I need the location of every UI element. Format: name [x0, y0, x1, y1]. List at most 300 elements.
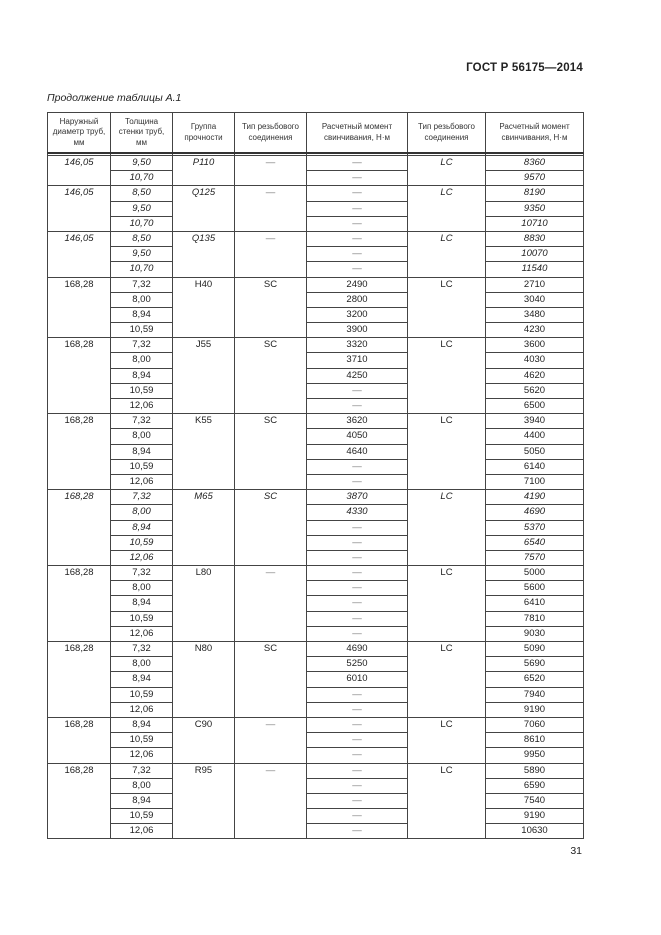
- cell-makeup-torque-lc: 9030: [486, 626, 584, 641]
- table-row: [48, 399, 584, 414]
- cell-outer-diameter: [48, 399, 111, 414]
- cell-wall-thickness: 10,59: [111, 809, 173, 824]
- cell-strength-group: H40: [173, 277, 235, 292]
- cell-makeup-torque-sc: —: [307, 383, 408, 398]
- table-row: [48, 733, 584, 748]
- cell-makeup-torque-sc: 4250: [307, 368, 408, 383]
- cell-connection-type-lc: [408, 672, 486, 687]
- cell-outer-diameter: [48, 429, 111, 444]
- cell-wall-thickness: 10,59: [111, 383, 173, 398]
- cell-outer-diameter: [48, 262, 111, 277]
- cell-makeup-torque-lc: 6140: [486, 459, 584, 474]
- cell-wall-thickness: 10,70: [111, 216, 173, 231]
- cell-makeup-torque-sc: —: [307, 459, 408, 474]
- cell-connection-type-lc: [408, 824, 486, 839]
- cell-makeup-torque-sc: —: [307, 262, 408, 277]
- table-row: [48, 642, 584, 657]
- cell-connection-type-lc: [408, 383, 486, 398]
- cell-makeup-torque-sc: —: [307, 748, 408, 763]
- cell-wall-thickness: 12,06: [111, 824, 173, 839]
- cell-makeup-torque-lc: 4620: [486, 368, 584, 383]
- table-row: [48, 626, 584, 641]
- cell-wall-thickness: 7,32: [111, 414, 173, 429]
- cell-makeup-torque-lc: 4030: [486, 353, 584, 368]
- cell-strength-group: M65: [173, 490, 235, 505]
- cell-wall-thickness: 8,50: [111, 186, 173, 201]
- cell-connection-type-sc: [235, 307, 307, 322]
- cell-connection-type-sc: SC: [235, 490, 307, 505]
- cell-outer-diameter: 168,28: [48, 642, 111, 657]
- cell-outer-diameter: 146,05: [48, 186, 111, 201]
- cell-connection-type-lc: LC: [408, 717, 486, 732]
- cell-connection-type-sc: SC: [235, 642, 307, 657]
- cell-connection-type-sc: [235, 399, 307, 414]
- cell-wall-thickness: 9,50: [111, 156, 173, 171]
- table-row: [48, 520, 584, 535]
- cell-outer-diameter: [48, 368, 111, 383]
- cell-connection-type-lc: [408, 657, 486, 672]
- cell-strength-group: [173, 596, 235, 611]
- cell-makeup-torque-sc: —: [307, 702, 408, 717]
- cell-strength-group: R95: [173, 763, 235, 778]
- cell-connection-type-sc: [235, 292, 307, 307]
- cell-makeup-torque-sc: 4690: [307, 642, 408, 657]
- table-row: [48, 581, 584, 596]
- cell-connection-type-sc: [235, 444, 307, 459]
- cell-makeup-torque-lc: 7060: [486, 717, 584, 732]
- cell-makeup-torque-lc: 2710: [486, 277, 584, 292]
- cell-connection-type-sc: [235, 626, 307, 641]
- cell-outer-diameter: [48, 581, 111, 596]
- cell-connection-type-sc: [235, 459, 307, 474]
- cell-makeup-torque-sc: —: [307, 763, 408, 778]
- cell-makeup-torque-lc: 9190: [486, 809, 584, 824]
- cell-connection-type-lc: [408, 733, 486, 748]
- cell-makeup-torque-sc: 4640: [307, 444, 408, 459]
- header-strength-group: Группа прочности: [173, 113, 235, 154]
- cell-wall-thickness: 12,06: [111, 626, 173, 641]
- cell-makeup-torque-lc: 6520: [486, 672, 584, 687]
- table-row: [48, 338, 584, 353]
- cell-connection-type-lc: LC: [408, 490, 486, 505]
- cell-connection-type-sc: [235, 216, 307, 231]
- cell-outer-diameter: [48, 353, 111, 368]
- cell-outer-diameter: [48, 307, 111, 322]
- cell-outer-diameter: [48, 383, 111, 398]
- cell-makeup-torque-lc: 4400: [486, 429, 584, 444]
- cell-makeup-torque-sc: —: [307, 809, 408, 824]
- cell-connection-type-lc: [408, 292, 486, 307]
- cell-wall-thickness: 8,94: [111, 368, 173, 383]
- cell-outer-diameter: 146,05: [48, 231, 111, 246]
- cell-strength-group: [173, 444, 235, 459]
- cell-makeup-torque-lc: 5690: [486, 657, 584, 672]
- cell-outer-diameter: [48, 748, 111, 763]
- cell-connection-type-sc: [235, 581, 307, 596]
- cell-makeup-torque-sc: 3870: [307, 490, 408, 505]
- cell-makeup-torque-lc: 11540: [486, 262, 584, 277]
- cell-connection-type-sc: —: [235, 717, 307, 732]
- cell-strength-group: [173, 292, 235, 307]
- cell-makeup-torque-sc: —: [307, 247, 408, 262]
- cell-connection-type-lc: [408, 444, 486, 459]
- cell-makeup-torque-sc: —: [307, 596, 408, 611]
- cell-connection-type-lc: [408, 307, 486, 322]
- table-row: [48, 216, 584, 231]
- table-row: [48, 672, 584, 687]
- cell-strength-group: [173, 581, 235, 596]
- table-row: [48, 231, 584, 246]
- cell-makeup-torque-sc: 6010: [307, 672, 408, 687]
- cell-connection-type-sc: [235, 824, 307, 839]
- cell-makeup-torque-lc: 9950: [486, 748, 584, 763]
- cell-wall-thickness: 7,32: [111, 277, 173, 292]
- cell-connection-type-sc: —: [235, 231, 307, 246]
- cell-makeup-torque-lc: 4190: [486, 490, 584, 505]
- cell-strength-group: [173, 824, 235, 839]
- table-row: [48, 429, 584, 444]
- cell-connection-type-lc: [408, 748, 486, 763]
- cell-strength-group: [173, 611, 235, 626]
- table-row: [48, 748, 584, 763]
- cell-connection-type-lc: [408, 611, 486, 626]
- cell-connection-type-lc: [408, 520, 486, 535]
- cell-makeup-torque-sc: —: [307, 611, 408, 626]
- table-row: [48, 505, 584, 520]
- cell-makeup-torque-sc: —: [307, 216, 408, 231]
- cell-outer-diameter: 168,28: [48, 414, 111, 429]
- table-row: [48, 809, 584, 824]
- cell-connection-type-lc: [408, 216, 486, 231]
- header-makeup-torque-sc: Расчетный момент свинчивания, Н·м: [307, 113, 408, 154]
- cell-connection-type-sc: [235, 383, 307, 398]
- cell-wall-thickness: 10,59: [111, 611, 173, 626]
- cell-makeup-torque-lc: 5370: [486, 520, 584, 535]
- cell-makeup-torque-lc: 5090: [486, 642, 584, 657]
- cell-makeup-torque-sc: —: [307, 186, 408, 201]
- cell-connection-type-lc: [408, 323, 486, 338]
- cell-makeup-torque-sc: —: [307, 520, 408, 535]
- cell-outer-diameter: [48, 505, 111, 520]
- cell-strength-group: [173, 687, 235, 702]
- cell-connection-type-sc: [235, 474, 307, 489]
- cell-connection-type-sc: [235, 505, 307, 520]
- cell-connection-type-sc: [235, 520, 307, 535]
- cell-connection-type-lc: [408, 550, 486, 565]
- cell-makeup-torque-lc: 8610: [486, 733, 584, 748]
- table-row: [48, 186, 584, 201]
- table-row: [48, 277, 584, 292]
- cell-connection-type-sc: —: [235, 566, 307, 581]
- cell-makeup-torque-lc: 3600: [486, 338, 584, 353]
- cell-makeup-torque-lc: 4230: [486, 323, 584, 338]
- cell-makeup-torque-lc: 8360: [486, 156, 584, 171]
- cell-connection-type-sc: —: [235, 763, 307, 778]
- table-row: [48, 702, 584, 717]
- cell-wall-thickness: 7,32: [111, 490, 173, 505]
- cell-wall-thickness: 8,00: [111, 429, 173, 444]
- cell-strength-group: [173, 748, 235, 763]
- cell-wall-thickness: 7,32: [111, 338, 173, 353]
- cell-makeup-torque-lc: 9350: [486, 201, 584, 216]
- cell-makeup-torque-lc: 6540: [486, 535, 584, 550]
- cell-wall-thickness: 8,00: [111, 778, 173, 793]
- table-row: [48, 307, 584, 322]
- cell-makeup-torque-sc: —: [307, 793, 408, 808]
- table-row: [48, 414, 584, 429]
- cell-strength-group: [173, 171, 235, 186]
- table-row: [48, 171, 584, 186]
- cell-connection-type-lc: [408, 399, 486, 414]
- cell-connection-type-lc: LC: [408, 566, 486, 581]
- cell-outer-diameter: [48, 444, 111, 459]
- cell-connection-type-sc: [235, 611, 307, 626]
- cell-makeup-torque-lc: 10710: [486, 216, 584, 231]
- cell-outer-diameter: 168,28: [48, 566, 111, 581]
- cell-outer-diameter: [48, 201, 111, 216]
- cell-makeup-torque-lc: 10070: [486, 247, 584, 262]
- cell-connection-type-lc: [408, 429, 486, 444]
- cell-strength-group: N80: [173, 642, 235, 657]
- cell-strength-group: [173, 778, 235, 793]
- cell-strength-group: [173, 247, 235, 262]
- cell-connection-type-lc: LC: [408, 414, 486, 429]
- cell-connection-type-lc: [408, 535, 486, 550]
- cell-connection-type-sc: SC: [235, 277, 307, 292]
- table-row: [48, 550, 584, 565]
- cell-makeup-torque-sc: 3620: [307, 414, 408, 429]
- cell-outer-diameter: [48, 247, 111, 262]
- cell-outer-diameter: [48, 733, 111, 748]
- cell-strength-group: [173, 505, 235, 520]
- table-row: [48, 657, 584, 672]
- cell-connection-type-sc: [235, 247, 307, 262]
- table-row: [48, 793, 584, 808]
- cell-makeup-torque-sc: —: [307, 581, 408, 596]
- cell-makeup-torque-lc: 8190: [486, 186, 584, 201]
- cell-wall-thickness: 12,06: [111, 550, 173, 565]
- cell-connection-type-lc: [408, 809, 486, 824]
- table-row: [48, 156, 584, 171]
- cell-connection-type-lc: [408, 171, 486, 186]
- cell-connection-type-sc: [235, 672, 307, 687]
- cell-wall-thickness: 8,94: [111, 520, 173, 535]
- cell-strength-group: [173, 809, 235, 824]
- cell-strength-group: [173, 429, 235, 444]
- cell-connection-type-sc: —: [235, 186, 307, 201]
- cell-strength-group: K55: [173, 414, 235, 429]
- cell-connection-type-lc: [408, 474, 486, 489]
- table-row: [48, 763, 584, 778]
- cell-wall-thickness: 8,00: [111, 353, 173, 368]
- cell-strength-group: [173, 216, 235, 231]
- cell-strength-group: [173, 733, 235, 748]
- table-caption: Продолжение таблицы А.1: [47, 92, 182, 104]
- table-row: [48, 535, 584, 550]
- cell-makeup-torque-sc: —: [307, 399, 408, 414]
- cell-strength-group: [173, 262, 235, 277]
- cell-connection-type-lc: LC: [408, 277, 486, 292]
- cell-connection-type-lc: [408, 778, 486, 793]
- cell-wall-thickness: 12,06: [111, 702, 173, 717]
- table-row: [48, 687, 584, 702]
- cell-connection-type-lc: [408, 353, 486, 368]
- cell-connection-type-sc: [235, 793, 307, 808]
- cell-connection-type-sc: [235, 535, 307, 550]
- cell-strength-group: [173, 535, 235, 550]
- cell-wall-thickness: 8,00: [111, 292, 173, 307]
- cell-outer-diameter: [48, 459, 111, 474]
- cell-strength-group: [173, 672, 235, 687]
- cell-makeup-torque-sc: —: [307, 626, 408, 641]
- header-outer-diameter: Наружный диаметр труб, мм: [48, 113, 111, 154]
- cell-makeup-torque-sc: —: [307, 535, 408, 550]
- cell-makeup-torque-lc: 3040: [486, 292, 584, 307]
- cell-makeup-torque-sc: —: [307, 550, 408, 565]
- table-row: [48, 444, 584, 459]
- table-row: [48, 201, 584, 216]
- cell-strength-group: [173, 793, 235, 808]
- cell-strength-group: C90: [173, 717, 235, 732]
- cell-makeup-torque-sc: 2800: [307, 292, 408, 307]
- cell-strength-group: Q135: [173, 231, 235, 246]
- cell-connection-type-sc: [235, 596, 307, 611]
- cell-connection-type-sc: SC: [235, 338, 307, 353]
- table-row: [48, 566, 584, 581]
- cell-strength-group: [173, 307, 235, 322]
- cell-connection-type-lc: LC: [408, 338, 486, 353]
- table-row: [48, 611, 584, 626]
- cell-makeup-torque-lc: 10630: [486, 824, 584, 839]
- cell-connection-type-lc: LC: [408, 186, 486, 201]
- cell-strength-group: [173, 626, 235, 641]
- cell-makeup-torque-lc: 8830: [486, 231, 584, 246]
- cell-makeup-torque-sc: —: [307, 717, 408, 732]
- cell-connection-type-lc: LC: [408, 642, 486, 657]
- table-body: [48, 153, 584, 839]
- cell-wall-thickness: 8,94: [111, 307, 173, 322]
- cell-makeup-torque-sc: 4050: [307, 429, 408, 444]
- cell-connection-type-lc: [408, 505, 486, 520]
- cell-makeup-torque-lc: 5620: [486, 383, 584, 398]
- cell-connection-type-lc: [408, 581, 486, 596]
- cell-connection-type-lc: [408, 368, 486, 383]
- table-row: [48, 368, 584, 383]
- cell-connection-type-sc: [235, 809, 307, 824]
- cell-connection-type-lc: [408, 262, 486, 277]
- cell-wall-thickness: 9,50: [111, 201, 173, 216]
- table-header-row: [48, 113, 584, 154]
- cell-outer-diameter: [48, 809, 111, 824]
- cell-makeup-torque-sc: 3320: [307, 338, 408, 353]
- cell-outer-diameter: [48, 702, 111, 717]
- cell-strength-group: [173, 201, 235, 216]
- cell-connection-type-sc: SC: [235, 414, 307, 429]
- cell-makeup-torque-lc: 3480: [486, 307, 584, 322]
- cell-strength-group: [173, 550, 235, 565]
- cell-wall-thickness: 10,59: [111, 733, 173, 748]
- cell-connection-type-lc: LC: [408, 763, 486, 778]
- cell-makeup-torque-sc: 2490: [307, 277, 408, 292]
- cell-makeup-torque-sc: —: [307, 201, 408, 216]
- cell-outer-diameter: [48, 550, 111, 565]
- cell-strength-group: [173, 399, 235, 414]
- cell-wall-thickness: 7,32: [111, 642, 173, 657]
- cell-connection-type-sc: [235, 748, 307, 763]
- table-row: [48, 490, 584, 505]
- cell-outer-diameter: 168,28: [48, 490, 111, 505]
- table-row: [48, 383, 584, 398]
- cell-outer-diameter: [48, 216, 111, 231]
- cell-outer-diameter: 168,28: [48, 717, 111, 732]
- cell-wall-thickness: 10,59: [111, 687, 173, 702]
- cell-makeup-torque-sc: —: [307, 171, 408, 186]
- cell-outer-diameter: [48, 474, 111, 489]
- cell-wall-thickness: 8,94: [111, 672, 173, 687]
- cell-makeup-torque-lc: 7540: [486, 793, 584, 808]
- header-connection-type-lc: Тип резьбового соединения: [408, 113, 486, 154]
- table-row: [48, 717, 584, 732]
- table-row: [48, 247, 584, 262]
- cell-strength-group: [173, 520, 235, 535]
- cell-makeup-torque-lc: 9570: [486, 171, 584, 186]
- cell-connection-type-lc: [408, 201, 486, 216]
- cell-wall-thickness: 10,70: [111, 262, 173, 277]
- cell-wall-thickness: 12,06: [111, 474, 173, 489]
- cell-outer-diameter: [48, 626, 111, 641]
- cell-connection-type-sc: [235, 733, 307, 748]
- cell-wall-thickness: 10,59: [111, 535, 173, 550]
- table-row: [48, 474, 584, 489]
- table-row: [48, 292, 584, 307]
- cell-wall-thickness: 12,06: [111, 399, 173, 414]
- cell-outer-diameter: [48, 793, 111, 808]
- cell-outer-diameter: [48, 672, 111, 687]
- table-row: [48, 459, 584, 474]
- table-row: [48, 824, 584, 839]
- cell-wall-thickness: 10,59: [111, 323, 173, 338]
- cell-outer-diameter: 146,05: [48, 156, 111, 171]
- cell-strength-group: [173, 474, 235, 489]
- cell-makeup-torque-sc: 3710: [307, 353, 408, 368]
- cell-connection-type-lc: [408, 596, 486, 611]
- cell-wall-thickness: 7,32: [111, 566, 173, 581]
- cell-makeup-torque-sc: 5250: [307, 657, 408, 672]
- cell-wall-thickness: 8,94: [111, 444, 173, 459]
- cell-strength-group: [173, 657, 235, 672]
- cell-connection-type-lc: [408, 626, 486, 641]
- cell-makeup-torque-sc: —: [307, 474, 408, 489]
- cell-connection-type-lc: [408, 793, 486, 808]
- document-code: ГОСТ Р 56175—2014: [466, 62, 583, 74]
- cell-makeup-torque-sc: —: [307, 687, 408, 702]
- cell-makeup-torque-lc: 3940: [486, 414, 584, 429]
- cell-makeup-torque-lc: 5050: [486, 444, 584, 459]
- cell-makeup-torque-sc: —: [307, 733, 408, 748]
- cell-wall-thickness: 10,59: [111, 459, 173, 474]
- cell-outer-diameter: [48, 520, 111, 535]
- cell-connection-type-lc: [408, 702, 486, 717]
- cell-outer-diameter: 168,28: [48, 338, 111, 353]
- cell-wall-thickness: 10,70: [111, 171, 173, 186]
- cell-strength-group: [173, 702, 235, 717]
- cell-makeup-torque-sc: 4330: [307, 505, 408, 520]
- cell-makeup-torque-lc: 7570: [486, 550, 584, 565]
- cell-outer-diameter: 168,28: [48, 277, 111, 292]
- cell-outer-diameter: 168,28: [48, 763, 111, 778]
- cell-outer-diameter: [48, 611, 111, 626]
- cell-wall-thickness: 7,32: [111, 763, 173, 778]
